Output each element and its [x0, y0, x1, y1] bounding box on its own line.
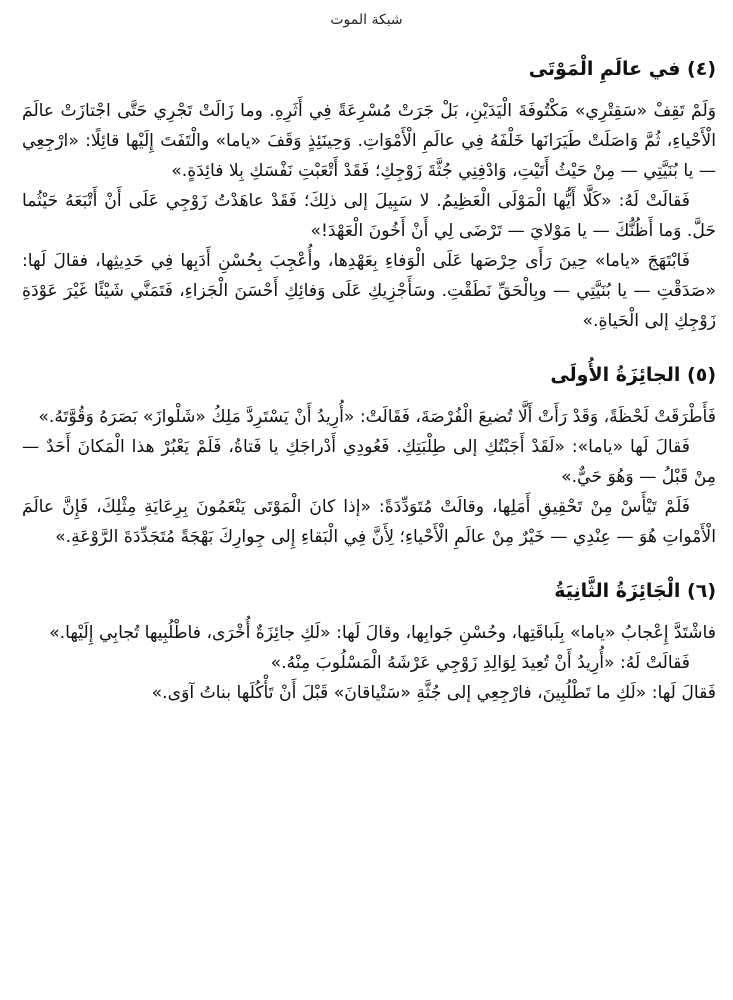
section-4 [22, 52, 716, 336]
section-heading: (٤) في عالَمِ الْمَوْتَى [528, 58, 716, 80]
paragraph: فاشْتَدَّ إِعْجابُ «ياما» بِلَباقَتِها، وحُسْنِ جَوابِها، وقالَ لَها: «لَكِ جائِزَةٌ أُخْرَى، فاطْلُبِيها تُجابِي إِلَيْها.» [49, 623, 716, 643]
paragraph: فَأَطْرَقَتْ لَحْظَةً، وَقَدْ رَأَتْ أَلَّا تُضيعَ الْفُرْصَةَ، فَقَالَتْ: «أُرِيدُ أَنْ يَسْتَرِدَّ مَلِكُ «شَلْوازَ» بَصَرَهُ وَقُوَّتَهُ.» [38, 407, 716, 427]
paragraph: فَابْتَهَجَ «ياما» حِينَ رَأَى حِرْصَها عَلَى الْوَفاءِ بِعَهْدِها، وأُعْجِبَ بِحُسْنِ أَدَبِها فِي حَدِيثِها، فقالَ لَها: «صَدَقْتِ — يا بُنَيَّتِي — وبِالْحَقِّ نَطَقْتِ. وسَأَجْزِيكِ عَلَى وَفائِكِ أَحْسَنَ الْجَزاءِ، فَتَمَنَّي شَيْئًا غَيْرَ عَوْدَةِ زَوْجِكِ إلى الْحَياةِ.» [22, 251, 716, 331]
paragraph: فَلَمْ تَيْأَسْ مِنْ تَحْقِيقِ أَمَلِها، وقالَتْ مُتَوَدِّدَةً: «إذا كانَ الْمَوْتَى يَنْعَمُونَ بِرِعَايَةِ مِثْلِكَ، فَإِنَّ عالَمَ الْأَمْواتِ هُوَ — عِنْدِي — خَيْرٌ مِنْ عالَمِ الْأَحْياءِ؛ لِأَنَّ فِي الْبَقاءِ إِلى جِوارِكَ بَهْجَةً مُتَجَدِّدَةَ الرَّوْعَةِ.» [22, 497, 716, 547]
paragraph: فَقالَ لَها: «لَكِ ما تَطْلُبِينَ، فارْجِعِي إلى جُثَّةِ «سَتْياقانَ» قَبْلَ أَنْ تَأْكُلَها بناتُ آوَى.» [151, 683, 716, 703]
page-body [22, 52, 716, 708]
running-head: شبكة الموت [330, 12, 403, 28]
section-5 [22, 358, 716, 552]
paragraph: فَقالَتْ لَهُ: «أُرِيدُ أَنْ تُعِيدَ لِوَالِدِ زَوْجِي عَرْشَهُ الْمَسْلُوبَ مِنْهُ.» [270, 653, 690, 673]
section-spacer [22, 552, 716, 574]
paragraph: فَقالَ لَها «ياما»: «لَقَدْ أَجَبْتُكِ إلى طِلْبَتِكِ. فَعُودِي أَدْراجَكِ يا فَتاةُ، فَلَمْ يَعْبُرْ هذا الْمَكانَ أَحَدٌ — مِنْ قَبْلُ — وَهُوَ حَيٌّ.» [22, 437, 716, 487]
section-spacer [22, 336, 716, 358]
section-heading: (٥) الجائِزَةُ الأُولَى [550, 364, 716, 386]
paragraph: وَلَمْ تَقِفْ «سَقِتْرِي» مَكْتُوفَةَ الْيَدَيْنِ، بَلْ جَرَتْ مُسْرِعَةً فِي أَثَرِهِ. وما زَالَتْ تَجْرِي حَتَّى اجْتازَتْ عالَمَ الْأَحْياءِ، ثُمَّ وَاصَلَتْ طَيَرَانَها خَلْفَهُ فِي عالَمِ الْأَمْوَاتِ. وَحِينَئِذٍ وَقَفَ «ياما» والْتَفَتَ إِلَيْها قائِلًا: «ارْجِعِي — يا بُنَيَّتِي — مِنْ حَيْثُ أَتَيْتِ، وَادْفِنِي جُثَّةَ زَوْجِكِ؛ فَقَدْ أَتْعَبْتِ نَفْسَكِ بِلا فائِدَةٍ.» [22, 101, 716, 181]
section-6 [22, 574, 716, 708]
paragraph: فَقالَتْ لَهُ: «كَلَّا أَيُّها الْمَوْلَى الْعَظِيمُ. لا سَبِيلَ إلى ذلِكَ؛ فَقَدْ عاهَدْتُ زَوْجِي عَلَى أَنْ أَتْبَعَهُ حَيْثُما حَلَّ. وَما أَظُنُّكَ — يا مَوْلايَ — تَرْضَى لِي أَنْ أَخُونَ الْعَهْدَ!» [22, 191, 716, 241]
section-heading: (٦) الْجَائِزَةُ الثَّانِيَةُ [554, 580, 716, 602]
